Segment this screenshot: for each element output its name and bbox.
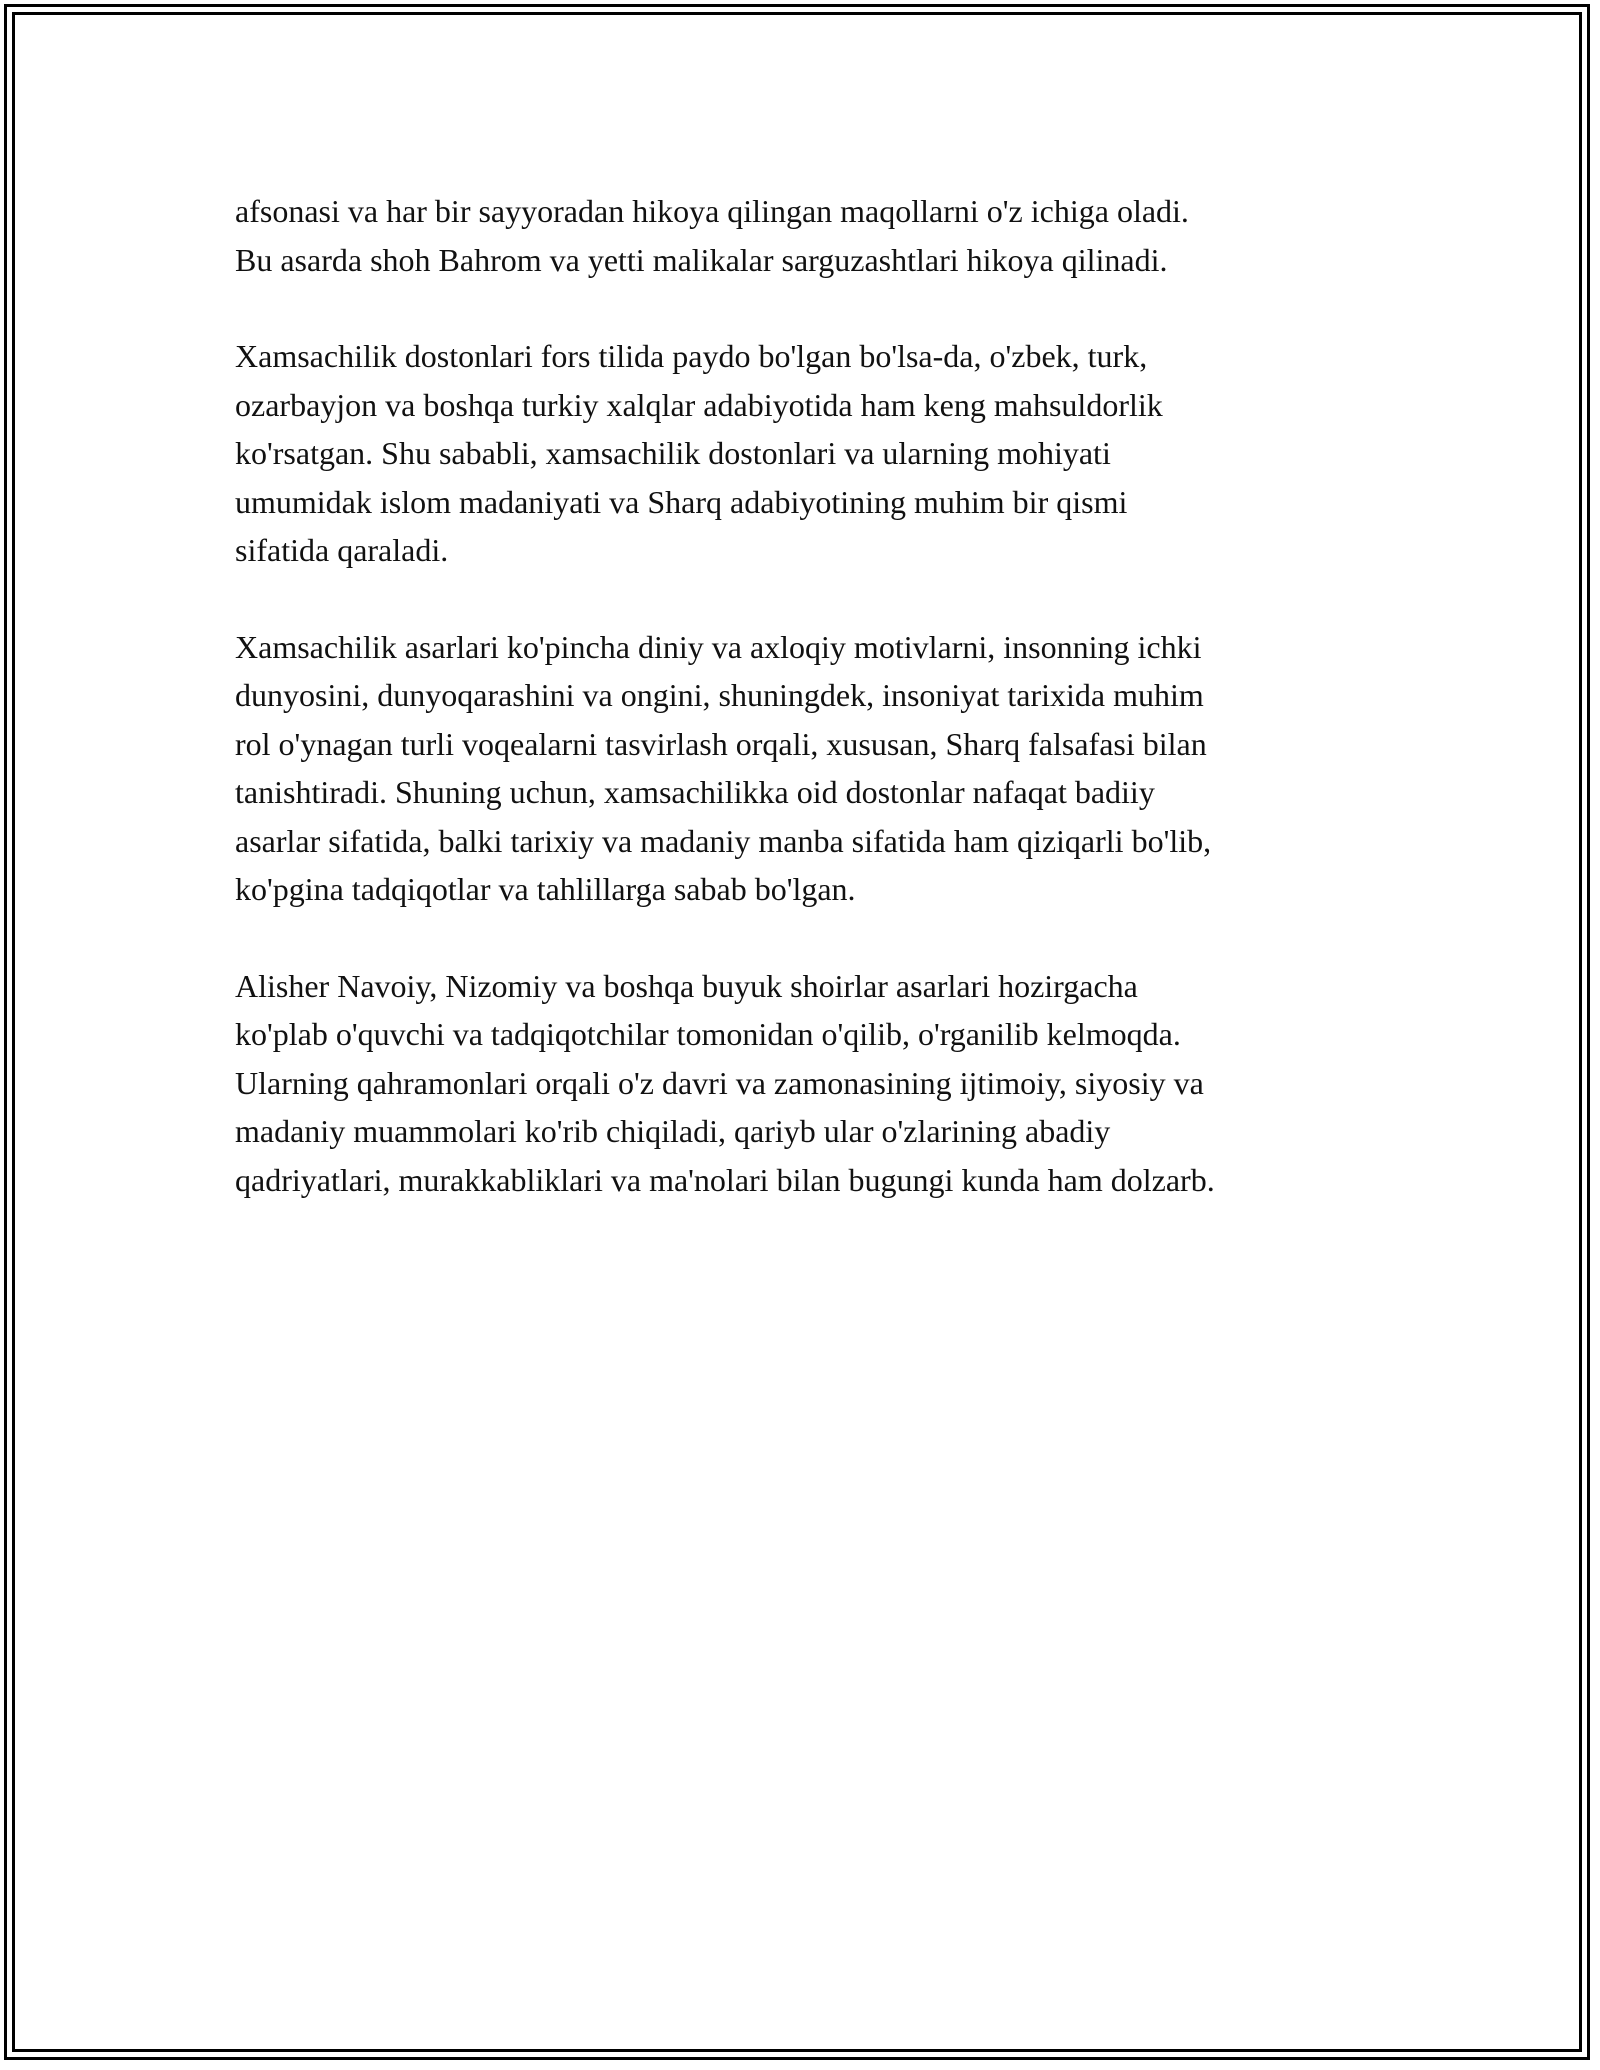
- text-line: ko'rsatgan. Shu sababli, xamsachilik dostonlari va ularning mohiyati: [235, 435, 1111, 471]
- paragraph-2: [235, 332, 1365, 575]
- text-line: umumidak islom madaniyati va Sharq adabiyotining muhim bir qismi: [235, 483, 1128, 520]
- paragraph-1: [235, 187, 1365, 284]
- document-body: [235, 187, 1365, 1252]
- text-line: ozarbayjon va boshqa turkiy xalqlar adabiyotida ham keng mahsuldorlik: [235, 386, 1163, 423]
- text-line: ko'pgina tadqiqotlar va tahlillarga sabab bo'lgan.: [235, 871, 856, 907]
- text-line: sifatida qaraladi.: [235, 532, 449, 568]
- text-line: ko'plab o'quvchi va tadqiqotchilar tomonidan o'qilib, o'rganilib kelmoqda.: [235, 1016, 1181, 1052]
- text-line: asarlar sifatida, balki tarixiy va madaniy manba sifatida ham qiziqarli bo'lib,: [235, 822, 1212, 859]
- text-line: afsonasi va har bir sayyoradan hikoya qilingan maqollarni o'z ichiga oladi.: [235, 193, 1189, 229]
- text-line: dunyosini, dunyoqarashini va ongini, shuningdek, insoniyat tarixida muhim: [235, 677, 1204, 713]
- text-line: Bu asarda shoh Bahrom va yetti malikalar sarguzashtlari hikoya qilinadi.: [235, 241, 1168, 278]
- text-line: madaniy muammolari ko'rib chiqiladi, qariyb ular o'zlarining abadiy: [235, 1113, 1111, 1149]
- text-line: qadriyatlari, murakkabliklari va ma'nolari bilan bugungi kunda ham dolzarb.: [235, 1161, 1215, 1198]
- text-line: rol o'ynagan turli voqealarni tasvirlash orqali, xususan, Sharq falsafasi bilan: [235, 725, 1207, 762]
- paragraph-3: [235, 623, 1365, 914]
- text-line: Xamsachilik asarlari ko'pincha diniy va axloqiy motivlarni, insonning ichki: [235, 628, 1202, 665]
- paragraph-4: [235, 962, 1365, 1205]
- text-line: tanishtiradi. Shuning uchun, xamsachilikka oid dostonlar nafaqat badiiy: [235, 774, 1155, 810]
- text-line: Alisher Navoiy, Nizomiy va boshqa buyuk shoirlar asarlari hozirgacha: [235, 967, 1138, 1004]
- text-line: Ularning qahramonlari orqali o'z davri va zamonasining ijtimoiy, siyosiy va: [235, 1064, 1204, 1101]
- text-line: Xamsachilik dostonlari fors tilida paydo bo'lgan bo'lsa-da, o'zbek, turk,: [235, 338, 1148, 374]
